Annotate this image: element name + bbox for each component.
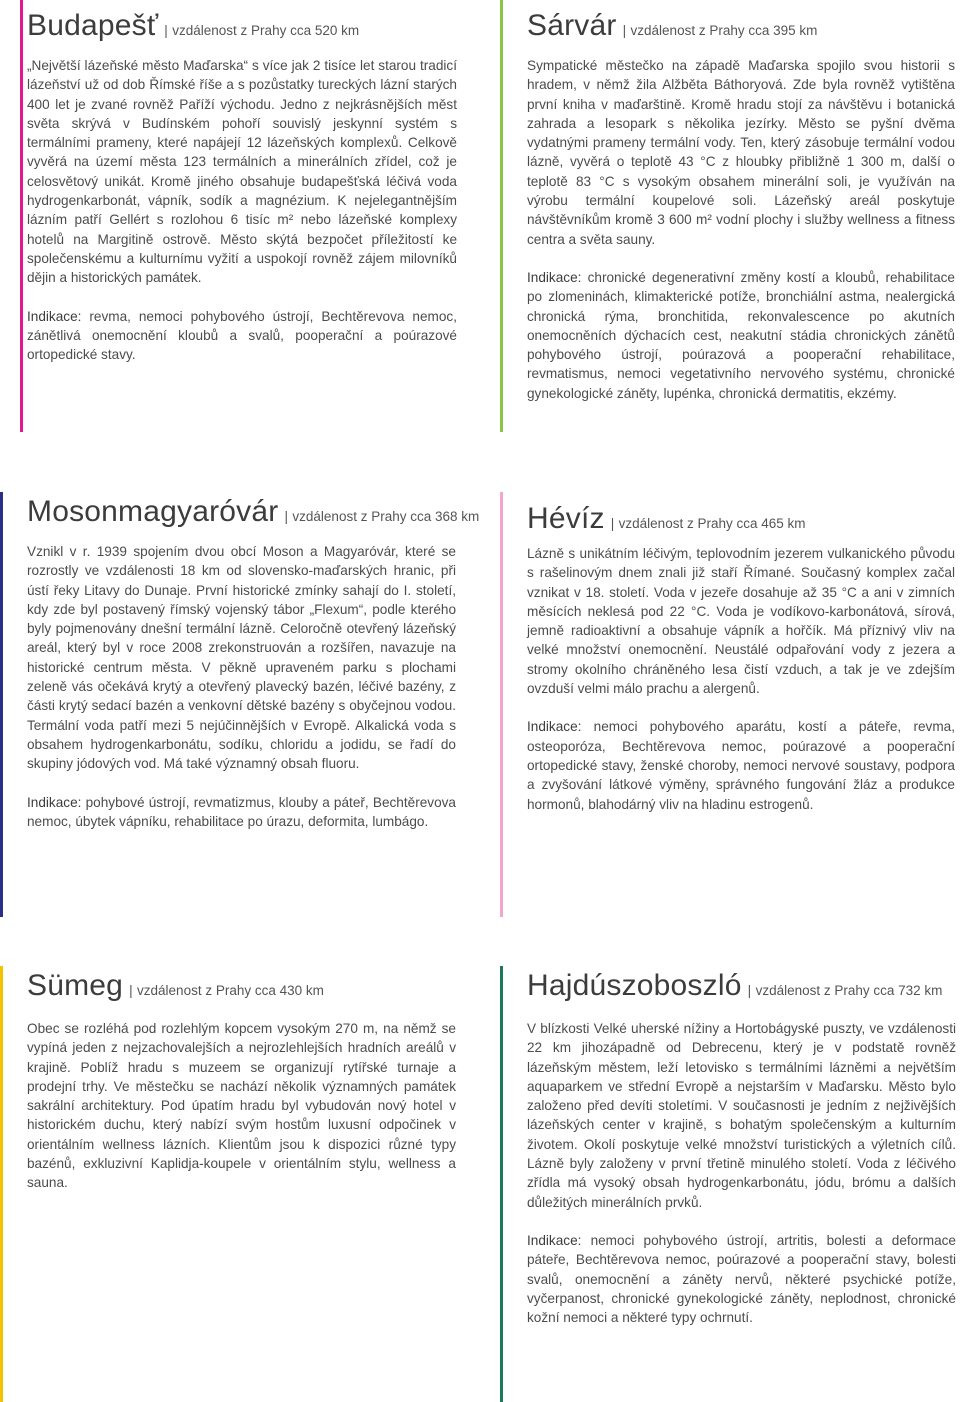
description-paragraph: Obec se rozléhá pod rozlehlým kopcem vysokým 270 m, na němž se vypíná jeden z nejzachovalejších a nejrozlehlejších hradních areálů v krajině. Poblíž hradu s muzeem se organizují rytířské turnaje a prodejní trhy. Ve městečku se nachází několik významných památek sakrální architektury. Pod úpatím hradu byl vybudován nový hotel v historickém duchu, který nabízí svým hostům luxusní odpočinek v orientálním wellness lázních. Klientům jsou k dispozici různé typy bazénů, exkluzivní Kaplidja-koupele v orientálním stylu, wellness a sauna. [27,1021,456,1191]
section-text [27,542,456,831]
section-mosonmagyarovar [0,492,480,917]
indication-label: Indikace: [527,719,582,735]
indication-text: nemoci pohybového aparátu, kostí a páteře, revma, osteoporóza, Bechtěrevova nemoc, poúrazové a pooperační ortopedické stavy, ženské choroby, nemoci nervové soustavy, podpora a zvyšování látkové výměny, správného fungování žláz a produkce hormonů, blahodárný vliv na hladinu estrogenů. [527,719,955,812]
section-heading [527,11,817,41]
section-text [527,544,955,814]
section-heviz [500,492,960,917]
indication-paragraph [27,793,456,832]
heading-separator: | [610,516,615,531]
accent-bar [500,966,503,1402]
distance-label: vzdálenost z Prahy cca 520 km [172,23,360,38]
city-title: Sümeg [27,969,124,1002]
indication-paragraph [527,268,955,403]
description-paragraph: Lázně s unikátním léčivým, teplovodním jezerem vulkanického původu s rašelinovým dnem znali již staří Římané. Současný komplex začal vznikat v 18. století. Voda v jezeře dosahuje až 35 °C a ani v zimních měsících neklesá pod 22 °C. Voda je vodíkovo-karbonátová, sírová, jemně radioaktivní a obsahuje vápník a hořčík. Má příznivý vliv na velké množství onemocnění. Neustálé odpařování vody z jezera a stromy okolního chráněného lesa čistí vzduch, a tak je ve zdejším ovzduší velmi málo prachu a alergenů. [527,546,955,697]
indication-text: pohybové ústrojí, revmatizmus, klouby a páteř, Bechtěrevova nemoc, úbytek vápníku, rehabilitace po úrazu, deformita, lumbágo. [27,794,456,829]
section-sumeg [0,966,465,1402]
indication-label: Indikace: [527,1232,582,1248]
accent-bar [0,966,3,1402]
section-heading [27,971,324,1001]
accent-bar [500,0,503,432]
indication-text: revma, nemoci pohybového ústrojí, Bechtěrevova nemoc, zánětlivá onemocnění kloubů a svalů, pooperační a poúrazové ortopedické stavy. [27,308,457,363]
description-paragraph: Vznikl v r. 1939 spojením dvou obcí Moson a Magyaróvár, které se rozrostly ve vzdálenosti 18 km od slovensko-maďarských hranic, při ústí řeky Litavy do Dunaje. První historické zmínky sahají do I. století, kdy zde byl postavený římský vojenský tábor „Flexum“, podle kterého byly pojmenovány dnešní termální lázně. Celoročně otevřený lázeňský areál, který byl v roce 2008 zrekonstruován a rozšířen, navazuje na historické centrum města. V pěkně upraveném parku s plochami zeleně vás očekává krytý a otevřený plavecký bazén, léčivé bazény, z části krytý sedací bazén a venkovní dětské bazény s obyčejnou vodou. Termální voda patří mezi 5 nejúčinnějších v Evropě. Alkalická voda s obsahem hydrogenkarbonátu, sodíku, chloridu a jodidu, se řadí do skupiny jódových vod. Má také významný obsah fluoru. [27,544,456,772]
description-paragraph: V blízkosti Velké uherské nížiny a Hortobágyské puszty, ve vzdálenosti 22 km jihozápadně od Debrecenu, který je v podstatě rovněž lázeňským městem, leží letovisko s termálními lázněmi a největším aquaparkem ve střední Evropě a nejstarším v Maďarsku. Město bylo založeno před devíti stoletími. V současnosti je jedním z nejživějších lázeňských center v krajině, s bohatým společenským a kulturním životem. Okolí poskytuje velké množství turistických a výletních cílů. Lázně byly založeny v první třetině minulého století. Voda z léčivého zřídla má vysoký obsah hydrogenkarbonátu, jódu, brómu a dalších důležitých minerálních prvků. [527,1021,956,1210]
heading-separator: | [747,983,752,998]
city-title: Budapešť [27,9,159,42]
indication-paragraph [27,307,457,365]
indication-text: chronické degenerativní změny kostí a kloubů, rehabilitace po zlomeninách, klimakterické potíže, bronchiální astma, nealergická chronická rýma, bronchitida, rekonvalescence po akutních onemocněních dýchacích cest, neakutní stádia chronických zánětů pohybového ústrojí, poúrazová a pooperační rehabilitace, revmatismus, nemoci vegetativního nervového systému, chronické gynekologické záněty, lupénka, chronická dermatitis, ekzémy. [527,269,955,401]
distance-label: vzdálenost z Prahy cca 732 km [755,983,943,998]
section-hajduszoboszlo [500,966,960,1402]
city-title: Hajdúszoboszló [527,969,742,1002]
city-title: Sárvár [527,9,617,42]
accent-bar [0,492,3,917]
section-text [27,56,457,364]
description-paragraph: „Největší lázeňské město Maďarska“ s více jak 2 tisíce let starou tradicí lázeňství už od dob Římské říše a s pozůstatky tureckých lázní starých 400 let je zvané rovněž Paříží východu. Jedno z nejkrásnějších měst světa skrývá v Budínském pohoří souvislý jeskynní systém s termálními prameny, které napájejí 12 lázeňských komplexů. Celkově vyvěrá na území města 123 termálních a minerálních zřídel, což je celosvětový unikát. Kromě jiného obsahuje budapešťská léčivá voda hydrogenkarbonát, vápník, sodík a magnézium. K nejelegantnějším lázním patří Gellért s rozlohou 6 tisíc m² nebo lázeňské komplexy hotelů na Margitině ostrově. Město skýtá bezpočet příležitostí ke společenskému a kulturnímu vyžití a uspokojí rovněž zájem milovníků dějin a historických památek. [27,58,457,286]
city-title: Mosonmagyaróvár [27,495,279,528]
section-text [527,56,955,403]
heading-separator: | [284,509,288,524]
section-heading [27,11,359,41]
description-paragraph: Sympatické městečko na západě Maďarska spojilo svou historii s hradem, v němž žila Alžběta Báthoryová. Zde byla rovněž vytištěna první kniha v maďarštině. Kromě hradu stojí za návštěvu i botanická zahrada a lesopark s několika jezírky. Město se pyšní dvěma vydatnými prameny termální vody. Ten, který zásobuje termální vodou lázně, vyvěrá o teplotě 43 °C z hloubky přibližně 1 300 m, další o teplotě 83 °C s vysokým obsahem minerální soli, je využíván na výrobu termální koupelové soli. Lázeňský areál poskytuje návštěvníkům kromě 3 600 m² vodní plochy i služby wellness a fitness centra a světa sauny. [527,58,955,247]
distance-label: vzdálenost z Prahy cca 465 km [618,516,806,531]
section-heading [527,504,806,534]
distance-label: vzdálenost z Prahy cca 430 km [137,983,324,998]
indication-paragraph [527,717,955,813]
indication-label: Indikace: [27,308,82,324]
accent-bar [20,0,23,432]
indication-text: nemoci pohybového ústrojí, artritis, bolesti a deformace páteře, Bechtěrevova nemoc, poúrazové a pooperační stavy, bolesti svalů, onemocnění a záněty nervů, některé psychické potíže, vyčerpanost, chronické gynekologické záněty, neplodnost, chronické kožní nemoci a některé typy ochrnutí. [527,1232,956,1326]
distance-label: vzdálenost z Prahy cca 368 km [292,509,480,524]
indication-label: Indikace: [27,794,82,810]
section-heading [527,971,942,1001]
indication-label: Indikace: [527,269,582,285]
accent-bar [500,492,503,917]
indication-paragraph [527,1231,956,1327]
heading-separator: | [622,23,627,38]
section-sarvar [500,0,960,432]
heading-separator: | [129,983,133,998]
section-text [527,1019,956,1327]
section-budapest [20,0,465,432]
section-text [27,1019,456,1193]
distance-label: vzdálenost z Prahy cca 395 km [630,23,818,38]
heading-separator: | [164,23,168,38]
section-heading [27,497,479,527]
city-title: Hévíz [527,502,605,535]
